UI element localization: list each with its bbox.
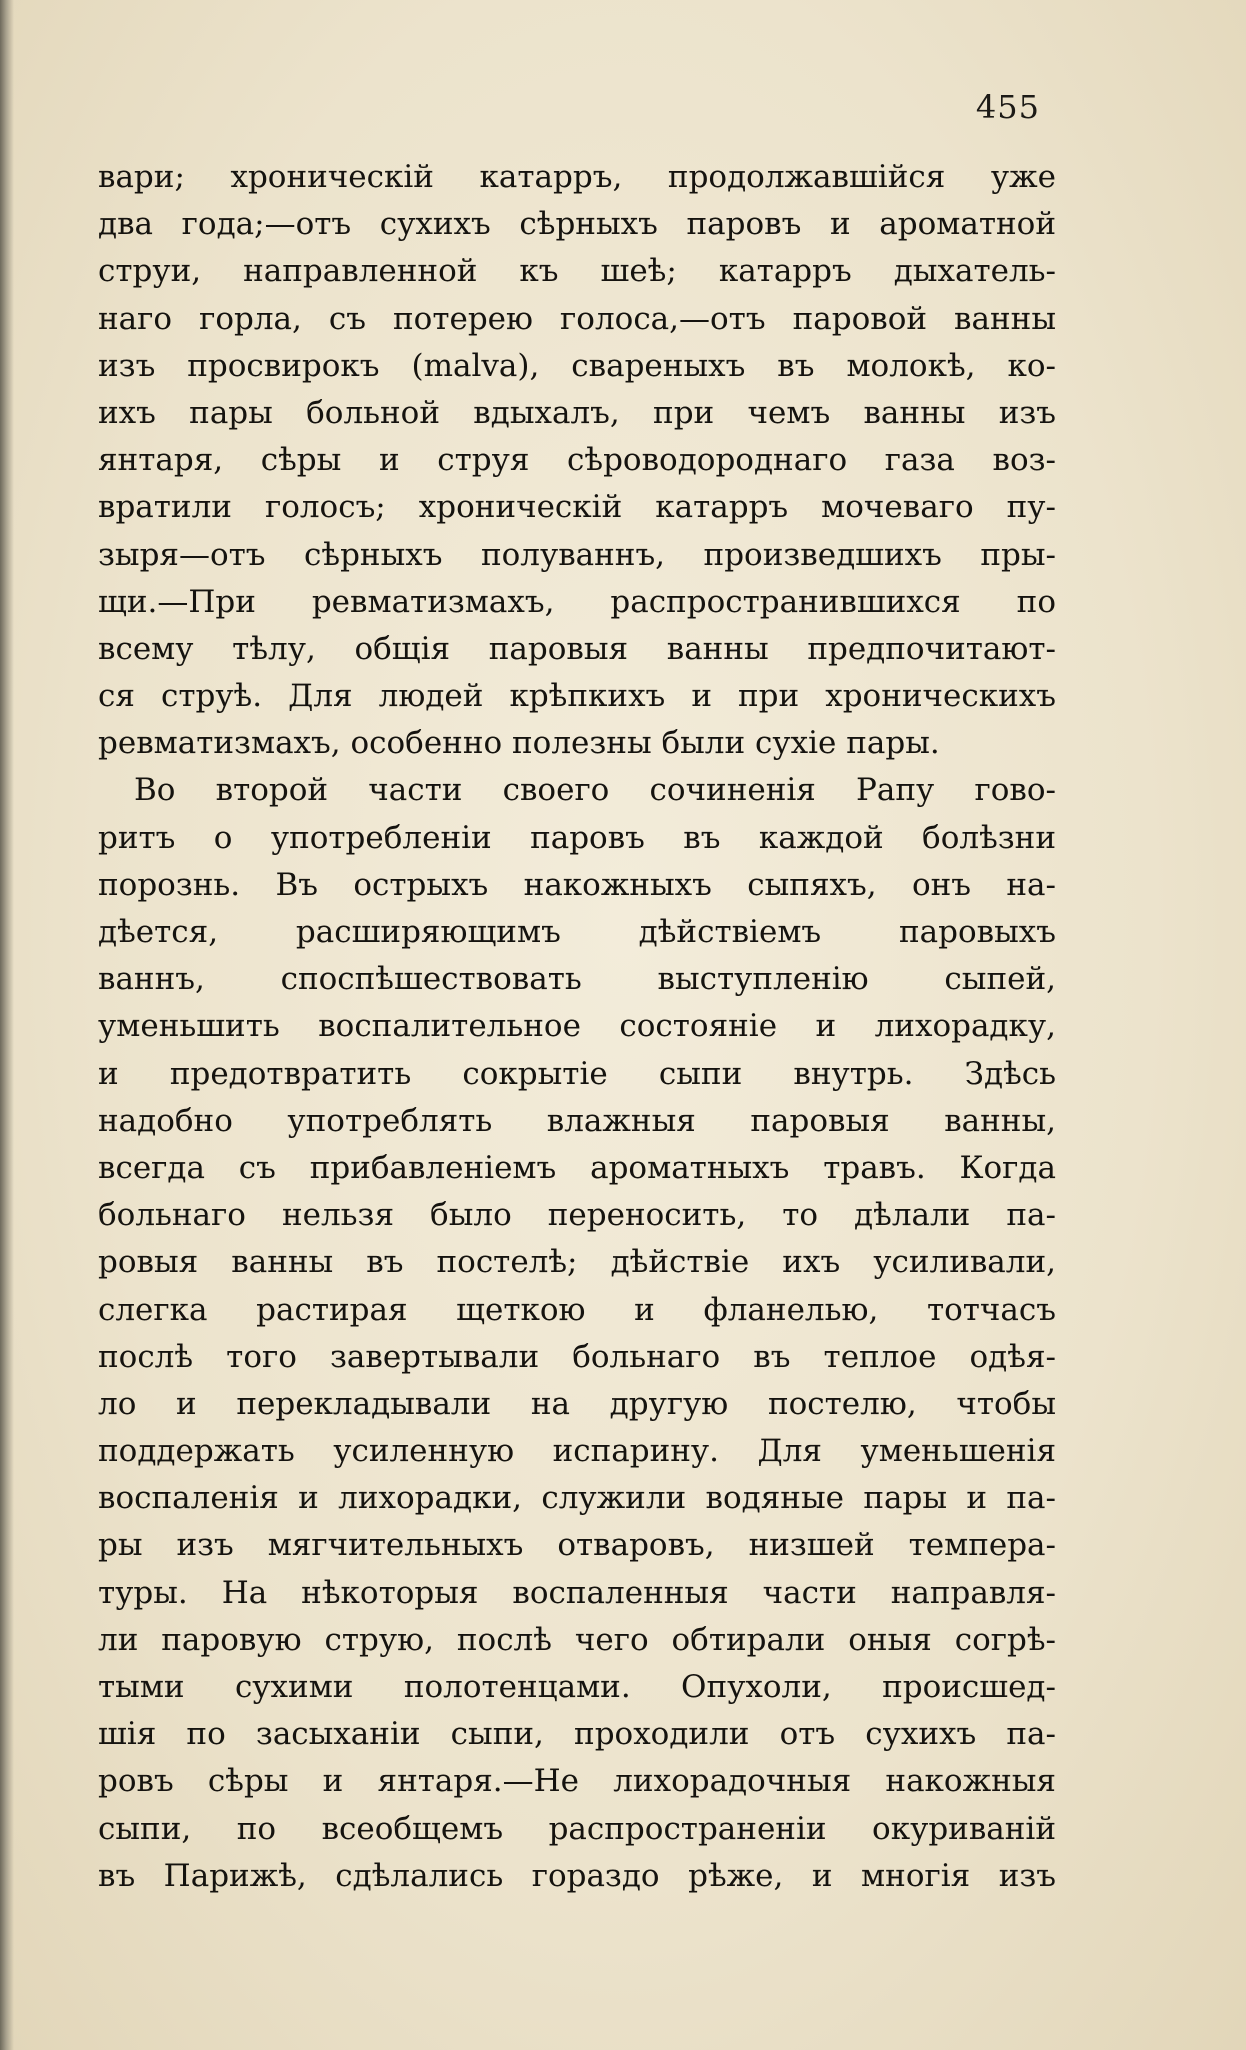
text-line: уменьшить воспалительное состояніе и лихорадку, — [98, 1008, 1056, 1045]
text-line: вратили голосъ; хроническій катарръ мочеваго пу- — [98, 489, 1056, 526]
text-line: ли паровую струю, послѣ чего обтирали оныя согрѣ- — [98, 1621, 1056, 1658]
text-line: ревматизмахъ, особенно полезны были сухіе пары. — [98, 725, 940, 762]
text-line: два года;—отъ сухихъ сѣрныхъ паровъ и ароматной — [98, 206, 1056, 243]
text-line: порознь. Въ острыхъ накожныхъ сыпяхъ, онъ на- — [98, 866, 1056, 903]
text-line: Во второй части своего сочиненія Рапу гово- — [134, 772, 1056, 809]
text-line: ры изъ мягчительныхъ отваровъ, низшей темпера- — [98, 1527, 1056, 1564]
text-line: ровыя ванны въ постелѣ; дѣйствіе ихъ усиливали, — [98, 1244, 1056, 1281]
text-line: ся струѣ. Для людей крѣпкихъ и при хроническихъ — [98, 678, 1056, 715]
text-line: надобно употреблять влажныя паровыя ванны, — [98, 1102, 1056, 1139]
text-line: изъ просвирокъ (malva), свареныхъ въ молокѣ, ко- — [98, 347, 1056, 384]
text-line: и предотвратить сокрытіе сыпи внутрь. Здѣсь — [98, 1055, 1056, 1092]
body-text — [98, 154, 1056, 1900]
text-line: всему тѣлу, общія паровыя ванны предпочитают- — [98, 630, 1056, 667]
text-line: въ Парижѣ, сдѣлались гораздо рѣже, и многія изъ — [98, 1857, 1056, 1894]
text-line: струи, направленной къ шеѣ; катарръ дыхатель- — [98, 253, 1056, 290]
text-line: наго горла, съ потерею голоса,—отъ паровой ванны — [98, 300, 1056, 337]
text-line: зыря—отъ сѣрныхъ полуваннъ, произведшихъ пры- — [98, 536, 1056, 573]
text-line: послѣ того завертывали больнаго въ теплое одѣя- — [98, 1338, 1056, 1375]
text-line: воспаленія и лихорадки, служили водяные пары и па- — [98, 1480, 1056, 1517]
text-line: ихъ пары больной вдыхалъ, при чемъ ванны изъ — [98, 394, 1056, 431]
page-number: 455 — [975, 88, 1040, 126]
text-line: ваннъ, споспѣшествовать выступленію сыпей, — [98, 961, 1056, 998]
text-line: ло и перекладывали на другую постелю, чтобы — [98, 1385, 1056, 1422]
page-binding-shadow — [0, 0, 14, 2050]
text-line: слегка растирая щеткою и фланелью, тотчасъ — [98, 1291, 1056, 1328]
text-line: ровъ сѣры и янтаря.—Не лихорадочныя накожныя — [98, 1763, 1056, 1800]
text-line: янтаря, сѣры и струя сѣроводороднаго газа воз- — [98, 442, 1056, 479]
text-line: щи.—При ревматизмахъ, распространившихся по — [98, 583, 1056, 620]
text-line: ритъ о употребленіи паровъ въ каждой болѣзни — [98, 819, 1056, 856]
text-line: вари; хроническій катарръ, продолжавшійся уже — [98, 159, 1056, 195]
text-line: всегда съ прибавленіемъ ароматныхъ травъ. Когда — [98, 1149, 1056, 1186]
text-line: больнаго нельзя было переносить, то дѣлали па- — [98, 1197, 1056, 1234]
text-line: шія по засыханіи сыпи, проходили отъ сухихъ па- — [98, 1716, 1056, 1753]
text-line: сыпи, по всеобщемъ распространеніи окуриваній — [98, 1810, 1056, 1847]
text-line: поддержать усиленную испарину. Для уменьшенія — [98, 1433, 1056, 1470]
text-line: туры. На нѣкоторыя воспаленныя части направля- — [98, 1574, 1056, 1611]
text-line: дѣется, расширяющимъ дѣйствіемъ паровыхъ — [98, 914, 1056, 950]
text-line: тыми сухими полотенцами. Опухоли, происшед- — [98, 1669, 1056, 1705]
